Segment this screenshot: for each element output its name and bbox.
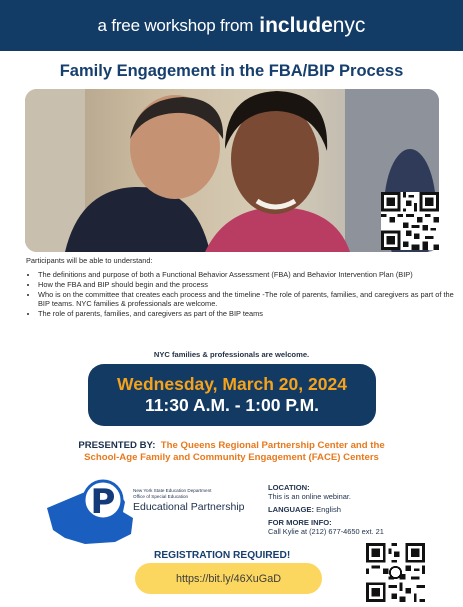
event-date: Wednesday, March 20, 2024 [117,374,347,394]
event-info [268,483,458,540]
list-item: • The role of parents, families, and caregivers as part of the BIP teams [38,309,458,318]
date-box [88,364,376,426]
logo-name: Educational Partnership [133,501,245,514]
language-value: English [316,505,342,514]
objectives-list [26,270,458,318]
brand-nyc: nyc [332,13,366,37]
intro-text: Participants will be able to understand: [26,256,153,265]
registration-label: REGISTRATION REQUIRED! [154,550,291,561]
list-item: • The definitions and purpose of both a Functional Behavior Assessment (FBA) and Behavior Intervention Plan (BIP) [38,270,458,279]
logo-line-2: Office of Special Education [133,493,189,499]
event-time: 11:30 A.M. - 1:00 P.M. [144,395,320,415]
registration-link[interactable]: https://bit.ly/46XuGaD [135,563,322,594]
list-item: • Who is on the committee that creates each process and the timeline -The role of parents, families, and caregivers as part of the BIP teams. NYC families & professionals are welcome. [38,290,458,309]
presenter-line-2: School-Age Family and Community Engagement (FACE) Centers [84,452,379,463]
more-info-label: FOR MORE INFO: [268,518,332,527]
hero-photo [25,89,439,252]
header-prefix: a free workshop from [97,15,254,35]
registration-qr-code-icon [366,543,425,602]
list-item: • How the FBA and BIP should begin and the process [38,280,458,289]
svg-text:P: P [90,482,116,522]
logo-line-1: New York State Education Department [133,488,212,493]
page-title: Family Engagement in the FBA/BIP Process [59,62,404,80]
header-banner [0,0,463,51]
presented-label: PRESENTED BY: [78,440,156,451]
brand-include: include [259,13,333,37]
language-label: LANGUAGE: [268,505,314,514]
location-value: This is an online webinar. [268,492,351,501]
logo-text [133,488,245,514]
welcome-text: NYC families & professionals are welcome. [153,350,310,359]
more-info-value: Call Kylie at (212) 677-4650 ext. 21 [268,527,384,536]
presenter-line-1: The Queens Regional Partnership Center and the [160,440,385,451]
presented-by [0,440,463,464]
qr-code-icon [381,192,439,250]
location-label: LOCATION: [268,483,310,492]
